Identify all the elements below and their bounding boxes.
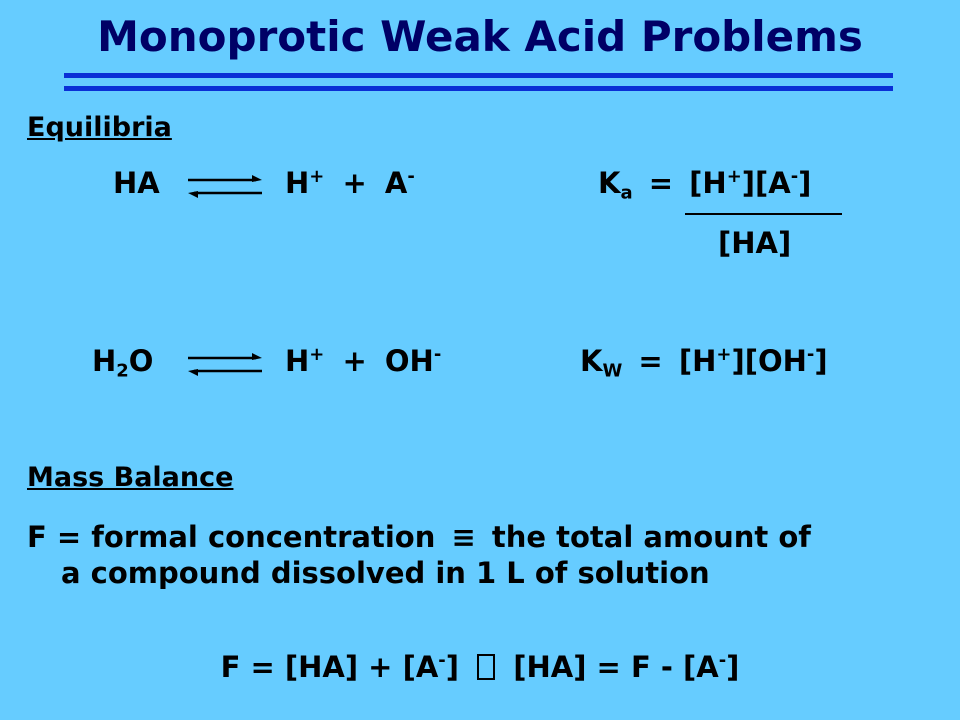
ka-denominator: [HA] <box>718 226 792 260</box>
definition-part2: the total amount of <box>491 520 811 554</box>
formal-concentration-definition <box>27 520 811 554</box>
reaction2-h-charge: + <box>309 344 325 366</box>
kw-h-charge: + <box>716 344 732 366</box>
reaction1-h: H <box>285 166 310 200</box>
equation-part2: ] <box>445 650 460 684</box>
kw-h: [H <box>678 344 717 378</box>
definition-part1: F = formal concentration <box>27 520 436 554</box>
equation-part4: ] <box>726 650 740 684</box>
reaction2-oh-charge: - <box>433 344 442 366</box>
reaction2-o: O <box>128 344 154 378</box>
equation-part1: F = [HA] + [A <box>220 650 439 684</box>
reaction1-h-charge: + <box>309 166 325 188</box>
ka-symbol: K <box>598 166 621 200</box>
implies-placeholder-icon <box>477 654 495 680</box>
title-underline-bottom <box>64 86 893 91</box>
equilibrium-arrows-icon <box>186 350 264 378</box>
reaction1-a-charge: - <box>407 166 415 188</box>
page-title: Monoprotic Weak Acid Problems <box>97 12 863 61</box>
definition-line2: a compound dissolved in 1 L of solution <box>61 556 710 590</box>
ka-subscript: a <box>620 182 633 204</box>
reaction2-h: H <box>92 344 117 378</box>
kw-equals: = <box>638 344 663 378</box>
ka-numerator-mid: ][A <box>741 166 791 200</box>
equation-charge1: - <box>438 650 446 672</box>
equation-part3: [HA] = F - [A <box>513 650 719 684</box>
title-underline-top <box>64 73 893 78</box>
reaction2-products <box>285 344 441 378</box>
ka-numerator-end: ] <box>798 166 812 200</box>
kw-expression <box>580 344 828 382</box>
reaction2-prod-h: H <box>285 344 310 378</box>
kw-subscript: W <box>602 360 623 382</box>
equilibria-heading: Equilibria <box>27 112 172 143</box>
reaction2-subscript: 2 <box>116 360 129 382</box>
reaction1-a: A <box>384 166 408 200</box>
reaction2-plus: + <box>342 344 367 378</box>
reaction1-products <box>285 166 415 200</box>
kw-symbol: K <box>580 344 603 378</box>
kw-end: ] <box>814 344 828 378</box>
equilibrium-arrows-icon <box>186 172 264 200</box>
ka-fraction-bar <box>685 213 842 215</box>
reaction2-reactant <box>92 344 154 382</box>
equation-charge2: - <box>718 650 727 672</box>
kw-oh-charge: - <box>806 344 815 366</box>
mass-balance-heading: Mass Balance <box>27 462 234 493</box>
equiv-symbol: ≡ <box>451 520 476 554</box>
mass-balance-equation <box>0 650 960 684</box>
ka-numerator-a-charge: - <box>790 166 799 188</box>
ka-numerator-h-charge: + <box>726 166 742 188</box>
ka-numerator-h: [H <box>689 166 727 200</box>
kw-mid: ][OH <box>731 344 807 378</box>
ka-expression <box>598 166 812 204</box>
reaction1-reactant: HA <box>113 166 160 200</box>
reaction2-oh: OH <box>384 344 434 378</box>
ka-equals: = <box>648 166 674 200</box>
reaction1-plus: + <box>342 166 367 200</box>
